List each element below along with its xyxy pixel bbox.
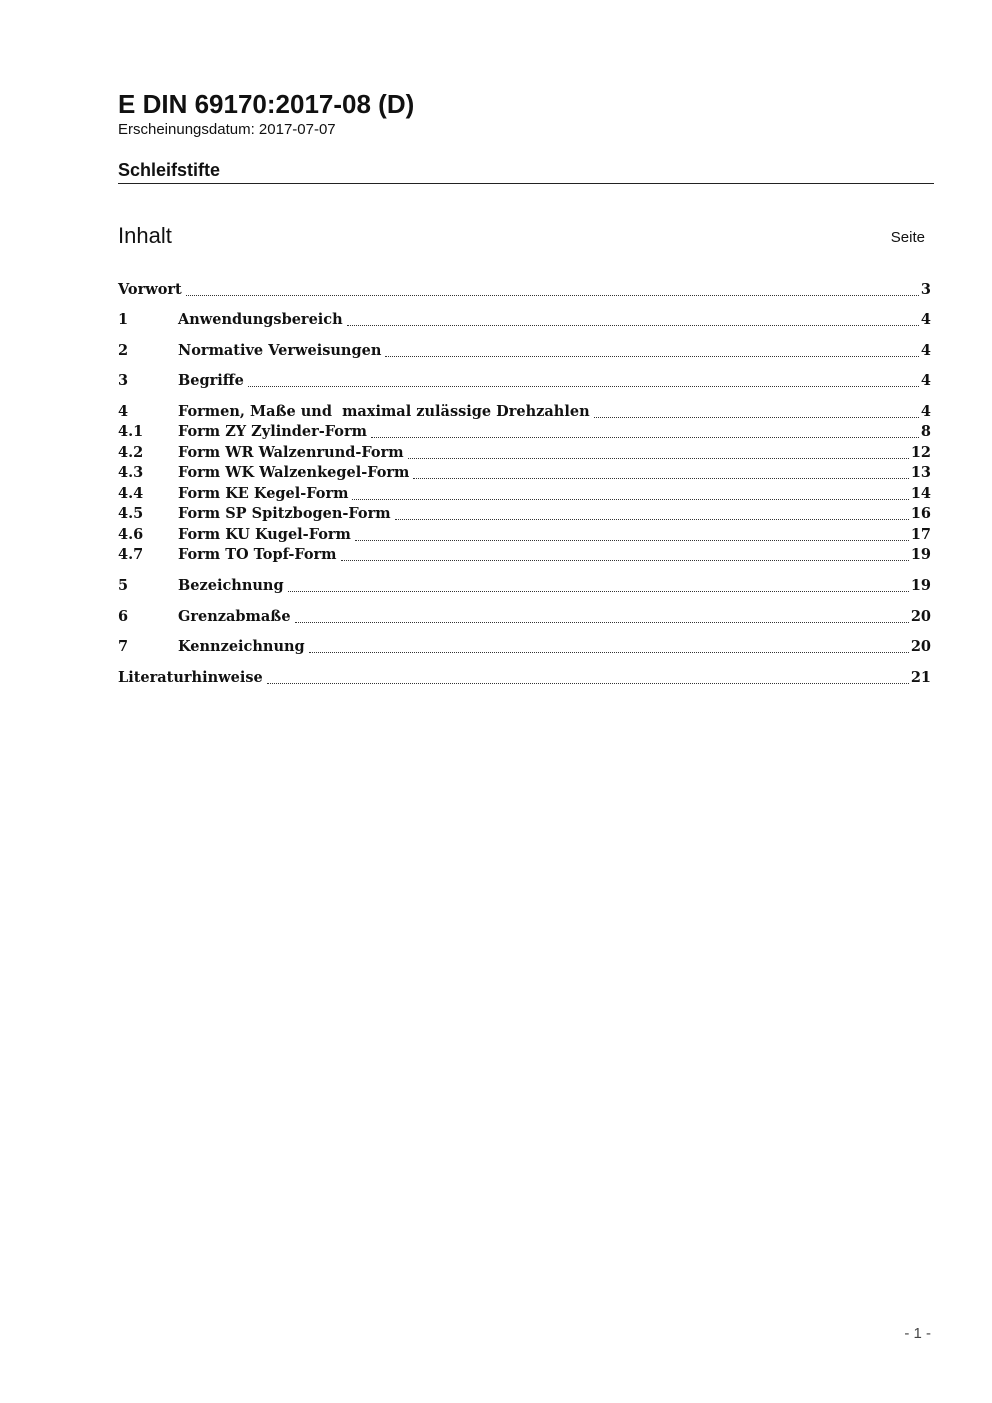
toc-entry-number: 5 bbox=[118, 577, 129, 594]
toc-entry-page: 4 bbox=[920, 311, 931, 328]
toc-entry-title: Grenzabmaße bbox=[178, 608, 291, 625]
document-subject: Schleifstifte bbox=[118, 160, 221, 180]
document-id: E DIN 69170:2017-08 (D) bbox=[118, 89, 415, 119]
toc-dot-leader bbox=[248, 381, 919, 387]
toc-entry-number: 1 bbox=[118, 311, 129, 328]
toc-entry-4-4[interactable] bbox=[118, 484, 931, 504]
toc-entry-page: 20 bbox=[910, 608, 931, 625]
toc-entry-3[interactable] bbox=[118, 371, 931, 391]
toc-entry-page: 20 bbox=[910, 638, 931, 655]
toc-entry-4-7[interactable] bbox=[118, 545, 931, 565]
toc-dot-leader bbox=[371, 432, 919, 438]
toc-entry-1[interactable] bbox=[118, 310, 931, 330]
toc-entry-page: 4 bbox=[920, 342, 931, 359]
toc-dot-leader bbox=[594, 412, 919, 418]
page-number: - 1 - bbox=[904, 1325, 931, 1342]
toc-entry-page: 3 bbox=[920, 281, 931, 298]
toc-entry-page: 4 bbox=[920, 372, 931, 389]
toc-entry-title: Form KU Kugel-Form bbox=[178, 526, 351, 543]
toc-dot-leader bbox=[341, 555, 909, 561]
toc-entry-number: 4 bbox=[118, 403, 129, 420]
toc-dot-leader bbox=[352, 494, 908, 500]
toc-entry-4-6[interactable] bbox=[118, 525, 931, 545]
toc-entry-number: 4.5 bbox=[118, 505, 144, 522]
toc-entry-number: 2 bbox=[118, 342, 129, 359]
toc-entry-page: 19 bbox=[910, 577, 931, 594]
toc-entry-title: Form KE Kegel-Form bbox=[178, 485, 349, 502]
toc-entry-page: 12 bbox=[910, 444, 931, 461]
toc-entry-title: Normative Verweisungen bbox=[178, 342, 382, 359]
toc-entry-number: 7 bbox=[118, 638, 129, 655]
toc-entry-number: 6 bbox=[118, 608, 129, 625]
toc-dot-leader bbox=[295, 617, 909, 623]
title-divider bbox=[118, 183, 934, 184]
toc-dot-leader bbox=[267, 678, 909, 684]
toc-entry-6[interactable] bbox=[118, 607, 931, 627]
toc-entry-page: 4 bbox=[920, 403, 931, 420]
toc-entry-title: Form TO Topf-Form bbox=[178, 546, 337, 563]
toc-entry-title: Form WK Walzenkegel-Form bbox=[178, 464, 410, 481]
toc-entry-title: Anwendungsbereich bbox=[178, 311, 343, 328]
toc-entry-title: Kennzeichnung bbox=[178, 638, 305, 655]
toc-entry-title: Begriffe bbox=[178, 372, 244, 389]
toc-dot-leader bbox=[309, 647, 909, 653]
toc-entry-page: 8 bbox=[920, 423, 931, 440]
toc-dot-leader bbox=[347, 320, 919, 326]
toc-entry-page: 14 bbox=[910, 485, 931, 502]
toc-entry-number: 4.4 bbox=[118, 485, 144, 502]
toc-entry-4[interactable] bbox=[118, 402, 931, 422]
toc-entry-title: Form ZY Zylinder-Form bbox=[178, 423, 367, 440]
toc-entry-number: 4.3 bbox=[118, 464, 144, 481]
toc-entry-title: Literaturhinweise bbox=[118, 669, 263, 686]
toc-dot-leader bbox=[413, 473, 908, 479]
toc-entry-7[interactable] bbox=[118, 637, 931, 657]
toc-page-column-label: Seite bbox=[890, 229, 925, 246]
toc-dot-leader bbox=[355, 535, 909, 541]
toc-entry-page: 17 bbox=[910, 526, 931, 543]
toc-entry-5[interactable] bbox=[118, 576, 931, 596]
toc-entry-literaturhinweise[interactable] bbox=[118, 668, 931, 688]
toc-entry-title: Form SP Spitzbogen-Form bbox=[178, 505, 391, 522]
toc-entry-page: 21 bbox=[910, 669, 931, 686]
toc-entry-4-5[interactable] bbox=[118, 504, 931, 524]
toc-entry-title: Bezeichnung bbox=[178, 577, 284, 594]
toc-dot-leader bbox=[408, 453, 909, 459]
toc-entry-page: 16 bbox=[910, 505, 931, 522]
toc-entry-number: 3 bbox=[118, 372, 129, 389]
toc-entry-number: 4.2 bbox=[118, 444, 144, 461]
toc-entry-title: Form WR Walzenrund-Form bbox=[178, 444, 404, 461]
toc-entry-4-2[interactable] bbox=[118, 443, 931, 463]
toc-entry-number: 4.6 bbox=[118, 526, 144, 543]
toc-dot-leader bbox=[395, 514, 909, 520]
toc-entry-page: 13 bbox=[910, 464, 931, 481]
toc-entry-number: 4.1 bbox=[118, 423, 144, 440]
toc-heading: Inhalt bbox=[118, 223, 172, 248]
toc-entry-title: Formen, Maße und maximal zulässige Drehzahlen bbox=[178, 403, 590, 420]
toc-entry-title: Vorwort bbox=[118, 281, 182, 298]
toc-dot-leader bbox=[288, 586, 909, 592]
toc-entry-page: 19 bbox=[910, 546, 931, 563]
toc-entry-4-3[interactable] bbox=[118, 463, 931, 483]
toc-dot-leader bbox=[186, 290, 919, 296]
toc-entry-4-1[interactable] bbox=[118, 422, 931, 442]
toc-dot-leader bbox=[385, 351, 919, 357]
publication-date: Erscheinungsdatum: 2017-07-07 bbox=[118, 121, 336, 138]
toc-entry-2[interactable] bbox=[118, 341, 931, 361]
toc-entry-number: 4.7 bbox=[118, 546, 144, 563]
toc-entry-vorwort[interactable] bbox=[118, 280, 931, 300]
